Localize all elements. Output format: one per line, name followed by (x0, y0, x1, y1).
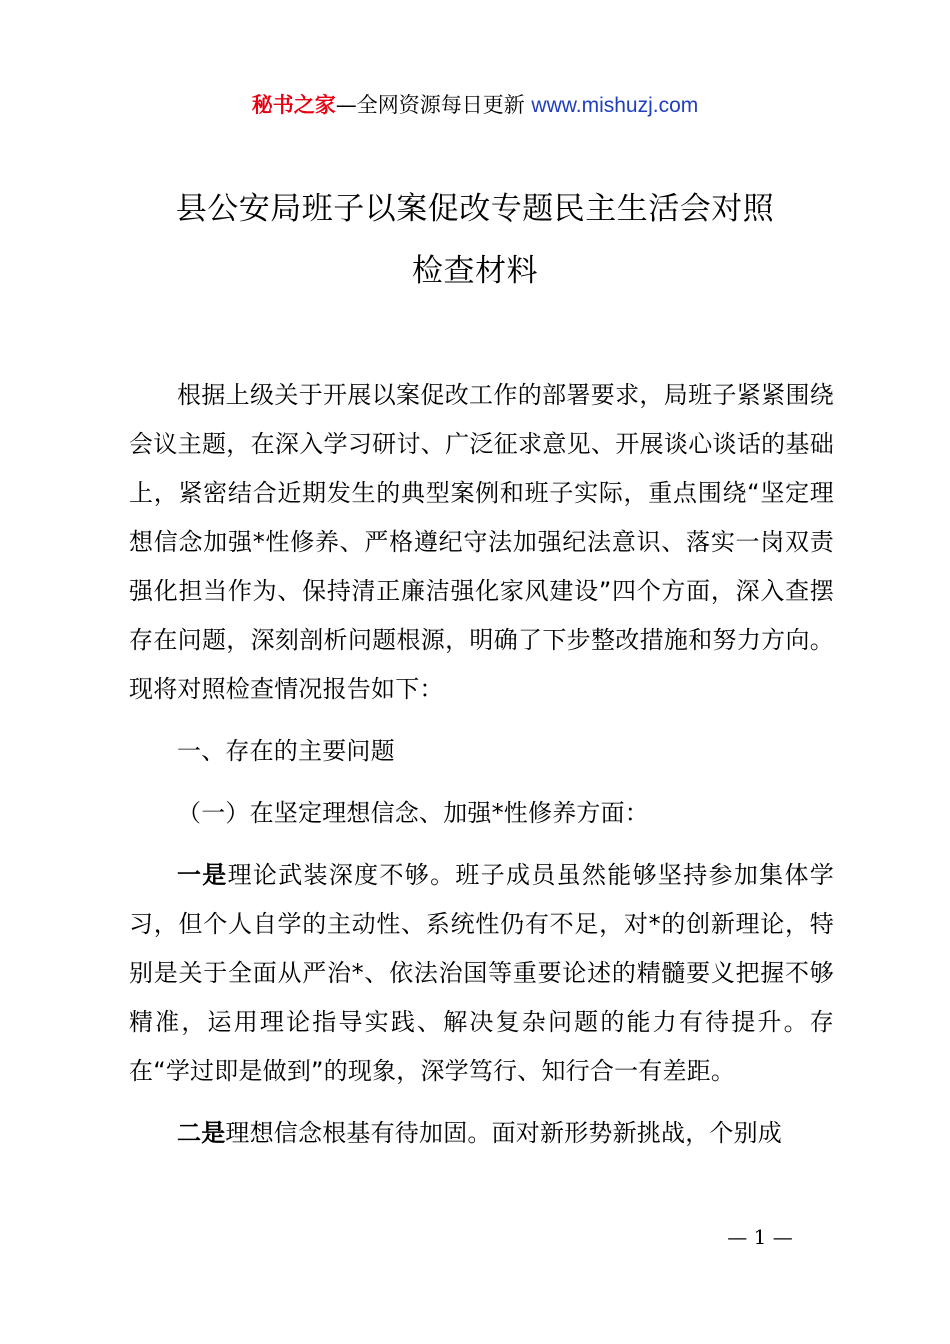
section-heading: 一、存在的主要问题 (177, 737, 395, 765)
brand-name: 秘书之家 (251, 93, 336, 117)
site-header (0, 89, 950, 122)
document-title (60, 178, 890, 302)
item-2-lead: 二是 (177, 1119, 226, 1147)
header-tagline: —全网资源每日更新 (335, 93, 532, 117)
subsection-heading: （一）在坚定理想信念、加强*性修养方面： (177, 799, 649, 827)
document-body (129, 371, 834, 1158)
title-line-2: 检查材料 (412, 253, 538, 289)
intro-paragraph: 根据上级关于开展以案促改工作的部署要求，局班子紧紧围绕会议主题，在深入学习研讨、广泛征求意见、开展谈心谈话的基础上，紧密结合近期发生的典型案例和班子实际，重点围绕“坚定理想信念加强*性修养、严格遵纪守法加强纪法意识、落实一岗双责强化担当作为、保持清正廉洁强化家风建设”四个方面，深入查摆存在问题，深刻剖析问题根源，明确了下步整改措施和努力方向。现将对照检查情况报告如下： (129, 381, 834, 703)
title-line-1: 县公安局班子以案促改专题民主生活会对照 (175, 191, 775, 227)
problem-item-2 (129, 1109, 834, 1158)
item-1-text: 理论武装深度不够。班子成员虽然能够坚持参加集体学习，但个人自学的主动性、系统性仍有不足，对*的创新理论，特别是关于全面从严治*、依法治国等重要论述的精髓要义把握不够精准，运用理论指导实践、解决复杂问题的能力有待提升。存在“学过即是做到”的现象，深学笃行、知行合一有差距。 (129, 861, 834, 1085)
problem-item-1 (129, 851, 834, 1096)
item-2-text: 理想信念根基有待加固。面对新形势新挑战，个别成 (225, 1119, 783, 1147)
item-1-lead: 一是 (177, 861, 228, 889)
site-url-link[interactable]: www.mishuzj.com (531, 94, 699, 117)
page-number: — 1 — (727, 1225, 793, 1249)
